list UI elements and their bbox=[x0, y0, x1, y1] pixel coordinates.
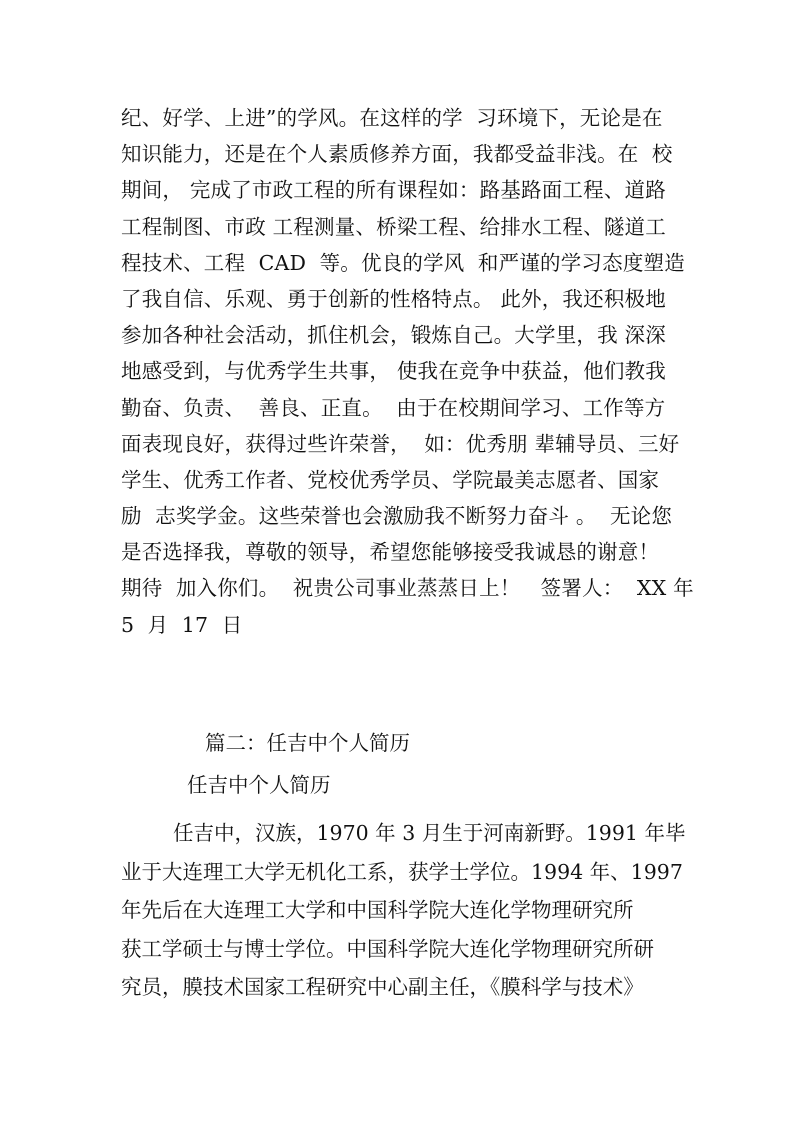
bio-line: 年先后在大连理工大学和中国科学院大连化学物理研究所 bbox=[121, 898, 634, 923]
letter-line: 勤奋、负责、 善良、正直。 由于在校期间学习、工作等方 bbox=[121, 395, 666, 420]
letter-line: 励 志奖学金。这些荣誉也会激励我不断努力奋斗 。 无论您 bbox=[121, 504, 673, 529]
letter-line: 知识能力，还是在个人素质修养方面，我都受益非浅。在 校 bbox=[121, 142, 673, 167]
bio-line: 任吉中，汉族，1970 年 3 月生于河南新野。1991 年毕 bbox=[173, 821, 686, 845]
letter-line: 期待 加入你们。 祝贵公司事业蒸蒸日上！ 签署人： XX 年 bbox=[121, 576, 694, 601]
section-title: 篇二：任吉中个人简历 bbox=[205, 731, 410, 755]
letter-line: 了我自信、乐观、勇于创新的性格特点。 此外，我还积极地 bbox=[121, 286, 666, 311]
bio-line: 获工学硕士与博士学位。中国科学院大连化学物理研究所研 bbox=[121, 936, 654, 961]
letter-line: 地感受到，与优秀学生共事， 使我在竞争中获益，他们教我 bbox=[121, 359, 666, 384]
letter-line: 纪、好学、上进”的学风。在这样的学 习环境下，无论是在 bbox=[121, 106, 663, 130]
bio-paragraph bbox=[121, 814, 686, 1007]
letter-line: 期间， 完成了市政工程的所有课程如：路基路面工程、道路 bbox=[121, 178, 666, 203]
letter-line: 工程制图、市政 工程测量、桥梁工程、给排水工程、隧道工 bbox=[121, 214, 666, 239]
letter-body bbox=[121, 100, 694, 643]
letter-date: 5 月 17 日 bbox=[121, 612, 243, 637]
bio-line: 究员，膜技术国家工程研究中心副主任，《膜科学与技术》 bbox=[121, 975, 644, 1000]
document-title: 任吉中个人简历 bbox=[187, 773, 331, 797]
bio-line: 业于大连理工大学无机化工系，获学士学位。1994 年、1997 bbox=[121, 859, 683, 884]
letter-line: 学生、优秀工作者、党校优秀学员、学院最美志愿者、国家 bbox=[121, 467, 660, 492]
letter-line: 是否选择我，尊敬的领导，希望您能够接受我诚恳的谢意！ bbox=[121, 540, 660, 565]
letter-line: 参加各种社会活动，抓住机会，锻炼自己。大学里，我 深深 bbox=[121, 323, 666, 348]
letter-line: 程技术、工程 CAD 等。优良的学风 和严谨的学习态度塑造 bbox=[121, 250, 685, 275]
letter-line: 面表现良好，获得过些许荣誉， 如：优秀朋 辈辅导员、三好 bbox=[121, 431, 680, 456]
